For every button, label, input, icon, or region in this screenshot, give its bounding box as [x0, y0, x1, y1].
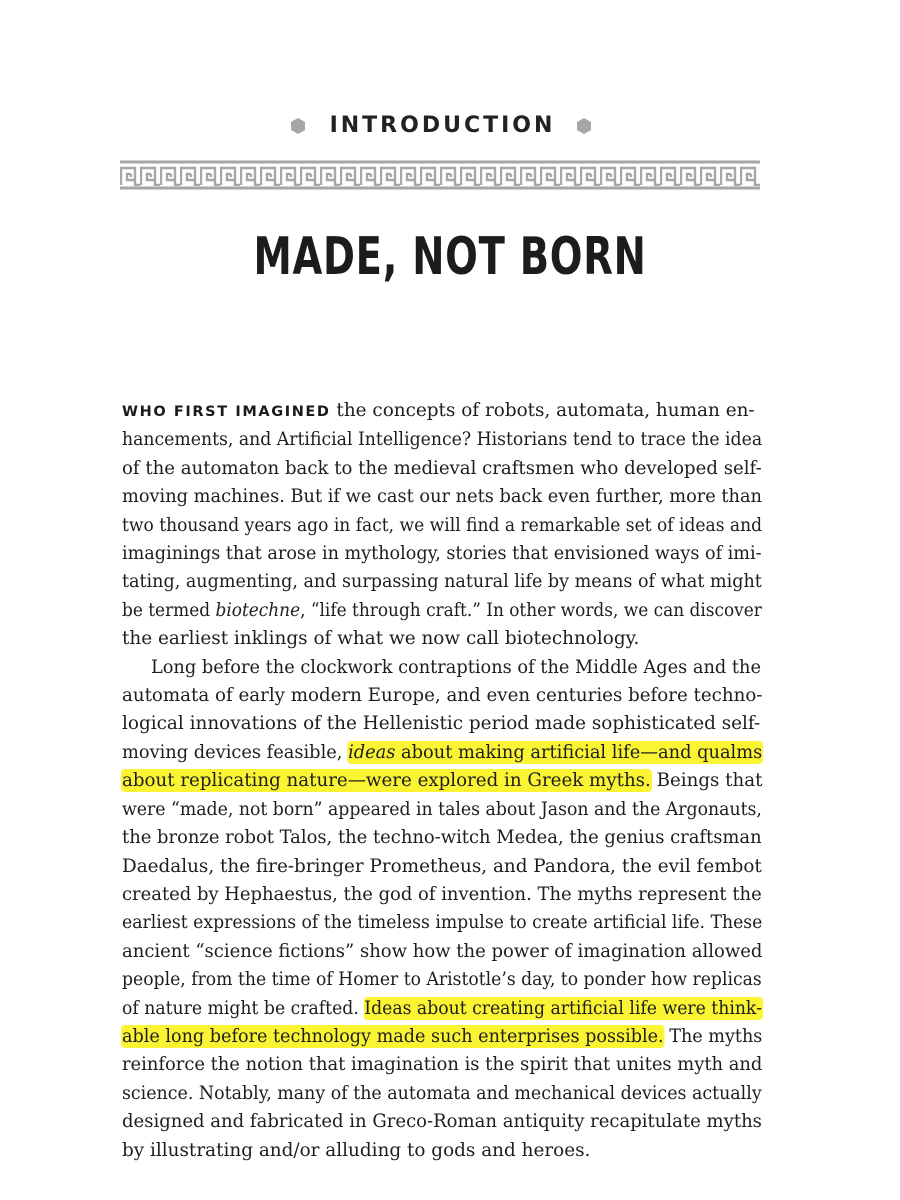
text-line	[122, 767, 763, 795]
italic-term: biotechne	[215, 599, 301, 621]
text-line: designed and fabricated in Greco-Roman antiquity recapitulate myths	[122, 1111, 762, 1133]
text-span: The myths	[663, 1025, 763, 1047]
text-line	[122, 397, 762, 426]
paragraph-2	[122, 654, 762, 1165]
text-line: imaginings that arose in mythology, stories that envisioned ways of imi-	[122, 543, 762, 565]
text-line: two thousand years ago in fact, we will find a remarkable set of ideas and	[122, 514, 763, 536]
text-line: the earliest inklings of what we now call biotechnology.	[122, 628, 640, 650]
text-span: Beings that	[650, 770, 763, 792]
text-line: by illustrating and/or alluding to gods and heroes.	[122, 1139, 591, 1161]
text-line: logical innovations of the Hellenistic period made sophisticated self-	[122, 713, 761, 735]
text-line: Daedalus, the fire-bringer Prometheus, and Pandora, the evil fembot	[122, 855, 762, 877]
body-text	[122, 397, 762, 1165]
chapter-title: MADE, NOT BORN	[253, 227, 647, 287]
text-line: science. Notably, many of the automata and mechanical devices actually	[122, 1082, 762, 1104]
text-line: Long before the clockwork contraptions of the Middle Ages and the	[150, 656, 761, 678]
text-line: hancements, and Artificial Intelligence? Historians tend to trace the idea	[122, 429, 763, 451]
text-line	[122, 739, 763, 767]
text-line	[122, 597, 762, 625]
paragraph-1	[122, 397, 762, 654]
highlighted-text: about replicating nature—were explored in Greek myths.	[122, 770, 651, 792]
text-line: people, from the time of Homer to Aristotle’s day, to ponder how replicas	[122, 969, 762, 991]
text-line	[122, 1023, 763, 1051]
highlighted-text: able long before technology made such enterprises possible.	[122, 1025, 664, 1047]
text-span: about making artificial life—and qualms	[395, 741, 763, 763]
text-span: , “life through craft.” In other words, we can discover	[300, 599, 762, 621]
text-line: of the automaton back to the medieval craftsmen who developed self-	[122, 457, 762, 479]
hexagon-ornament-icon	[577, 118, 591, 134]
text-line	[122, 995, 762, 1023]
text-line: were “made, not born” appeared in tales about Jason and the Argonauts,	[122, 798, 762, 820]
text-line: earliest expressions of the timeless impulse to create artificial life. These	[122, 912, 763, 934]
highlighted-text: Ideas about creating artificial life were think-	[364, 997, 762, 1019]
text-line: ancient “science fictions” show how the power of imagination allowed	[122, 940, 763, 962]
italic-term: ideas	[348, 741, 396, 763]
text-line: tating, augmenting, and surpassing natural life by means of what might	[122, 571, 762, 593]
text-line: the bronze robot Talos, the techno-witch Medea, the genius craftsman	[122, 827, 762, 849]
text-line: moving machines. But if we cast our nets back even further, more than	[122, 486, 762, 508]
text-line: automata of early modern Europe, and even centuries before techno-	[122, 685, 763, 707]
highlighted-text	[348, 742, 762, 763]
text-span: moving devices feasible,	[122, 741, 349, 763]
lead-in-caps: WHO FIRST IMAGINED	[122, 404, 331, 420]
text-span: of nature might be crafted.	[122, 997, 365, 1019]
section-label: INTRODUCTION	[329, 113, 556, 138]
hexagon-ornament-icon	[291, 118, 305, 134]
text-span: be termed	[122, 599, 216, 621]
section-heading	[0, 110, 900, 144]
text-line: created by Hephaestus, the god of invention. The myths represent the	[122, 883, 762, 905]
greek-key-border	[120, 160, 760, 190]
text-line: reinforce the notion that imagination is the spirit that unites myth and	[122, 1054, 763, 1076]
text-span: the concepts of robots, automata, human en-	[330, 400, 755, 421]
